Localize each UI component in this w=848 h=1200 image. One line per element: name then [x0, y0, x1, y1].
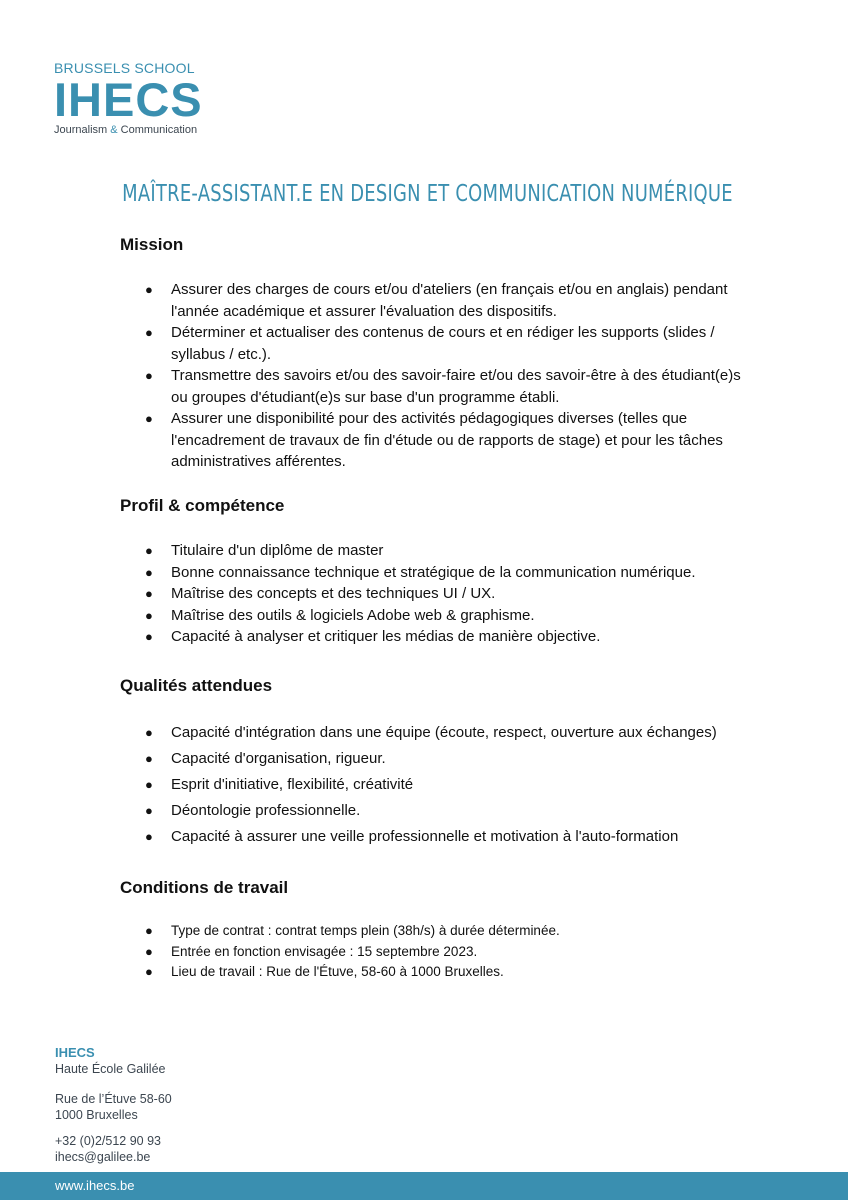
- list-item: ● Capacité d'organisation, rigueur.: [120, 746, 760, 772]
- logo-tagline: Journalism & Communication: [54, 124, 198, 136]
- bullet-icon: ●: [145, 725, 153, 740]
- footer-address: [55, 1091, 355, 1123]
- ihecs-logo: [54, 60, 224, 137]
- bullet-icon: ●: [145, 751, 153, 766]
- list-item: ● Titulaire d'un diplôme de master: [120, 540, 760, 562]
- bullet-icon: ●: [145, 923, 153, 938]
- bullet-icon: ●: [145, 368, 153, 383]
- website-link[interactable]: www.ihecs.be: [55, 1178, 135, 1193]
- list-item: ● Maîtrise des concepts et des techniques UI / UX.: [120, 583, 760, 605]
- phone-number: +32 (0)2/512 90 93: [55, 1134, 161, 1148]
- list-item: ● Lieu de travail : Rue de l'Étuve, 58-60 à 1000 Bruxelles.: [120, 962, 760, 983]
- bullet-icon: ●: [145, 607, 153, 623]
- email-address: ihecs@galilee.be: [55, 1150, 151, 1164]
- bullet-icon: ●: [145, 564, 153, 580]
- list-item: ● Déterminer et actualiser des contenus de cours et en rédiger les supports (slides / syllabus / etc.).: [145, 324, 715, 363]
- bullet-icon: ●: [145, 543, 153, 558]
- list-item: ● Entrée en fonction envisagée : 15 septembre 2023.: [120, 942, 760, 963]
- page-title: MAÎTRE-ASSISTANT.E EN DESIGN ET COMMUNICATION NUMÉRIQUE: [122, 181, 733, 207]
- section-heading: Qualités attendues: [120, 676, 273, 695]
- bullet-icon: ●: [145, 282, 153, 297]
- bullet-icon: ●: [145, 586, 153, 601]
- bullet-icon: ●: [145, 777, 153, 792]
- list-item: ● Assurer une disponibilité pour des activités pédagogiques diverses (telles que l'encadrement de travaux de fin d'étude ou de rapports de stage) et pour les tâches administratives afférentes.: [145, 410, 723, 470]
- list-item: ● Capacité d'intégration dans une équipe (écoute, respect, ouverture aux échanges): [120, 720, 760, 746]
- section-heading: Conditions de travail: [120, 878, 289, 897]
- bullet-icon: ●: [145, 629, 153, 644]
- section-mission: [120, 234, 760, 470]
- list-item: ● Type de contrat : contrat temps plein (38h/s) à durée déterminée.: [120, 921, 760, 942]
- logo-wordmark: IHECS: [54, 73, 203, 126]
- bullet-icon: ●: [145, 411, 153, 426]
- bullet-list: [120, 921, 760, 983]
- section-conditions: [120, 877, 760, 979]
- bullet-list: [120, 720, 760, 850]
- list-item: ● Capacité à assurer une veille professionnelle et motivation à l'auto-formation: [120, 824, 760, 850]
- bullet-list: [120, 540, 760, 648]
- list-item: ● Bonne connaissance technique et stratégique de la communication numérique.: [120, 562, 760, 584]
- section-qualities: [120, 675, 760, 845]
- bullet-icon: ●: [145, 964, 153, 979]
- list-item: ● Esprit d'initiative, flexibilité, créativité: [120, 772, 760, 798]
- bullet-icon: ●: [145, 829, 153, 844]
- list-item: ● Maîtrise des outils & logiciels Adobe web & graphisme.: [120, 605, 760, 627]
- footer-contact-info: [55, 1133, 355, 1165]
- list-item: ● Capacité à analyser et critiquer les médias de manière objective.: [120, 626, 760, 648]
- logo-school-text: BRUSSELS SCHOOL: [54, 60, 195, 76]
- address-line: Rue de l’Étuve 58-60: [55, 1092, 172, 1106]
- section-heading: Profil & compétence: [120, 496, 285, 515]
- list-item: ● Déontologie professionnelle.: [120, 798, 760, 824]
- bullet-icon: ●: [145, 803, 153, 818]
- list-item: ● Assurer des charges de cours et/ou d'ateliers (en français et/ou en anglais) pendant l'année académique et assurer l'évaluation des dispositifs.: [145, 281, 728, 320]
- section-heading: Mission: [120, 235, 184, 254]
- list-item: ● Transmettre des savoirs et/ou des savoir-faire et/ou des savoir-être à des étudiant(e)s ou groupes d'étudiant(e)s sur base d'un programme établi.: [145, 367, 741, 406]
- footer-subtitle: Haute École Galilée: [55, 1062, 166, 1076]
- bullet-icon: ●: [145, 943, 153, 959]
- footer-contact: [55, 1045, 355, 1165]
- footer-org-name: IHECS: [55, 1045, 95, 1060]
- bullet-icon: ●: [145, 325, 153, 340]
- section-profile: [120, 495, 760, 645]
- bullet-list: [120, 279, 760, 473]
- address-line: 1000 Bruxelles: [55, 1108, 138, 1122]
- footer-bar: [0, 1172, 848, 1200]
